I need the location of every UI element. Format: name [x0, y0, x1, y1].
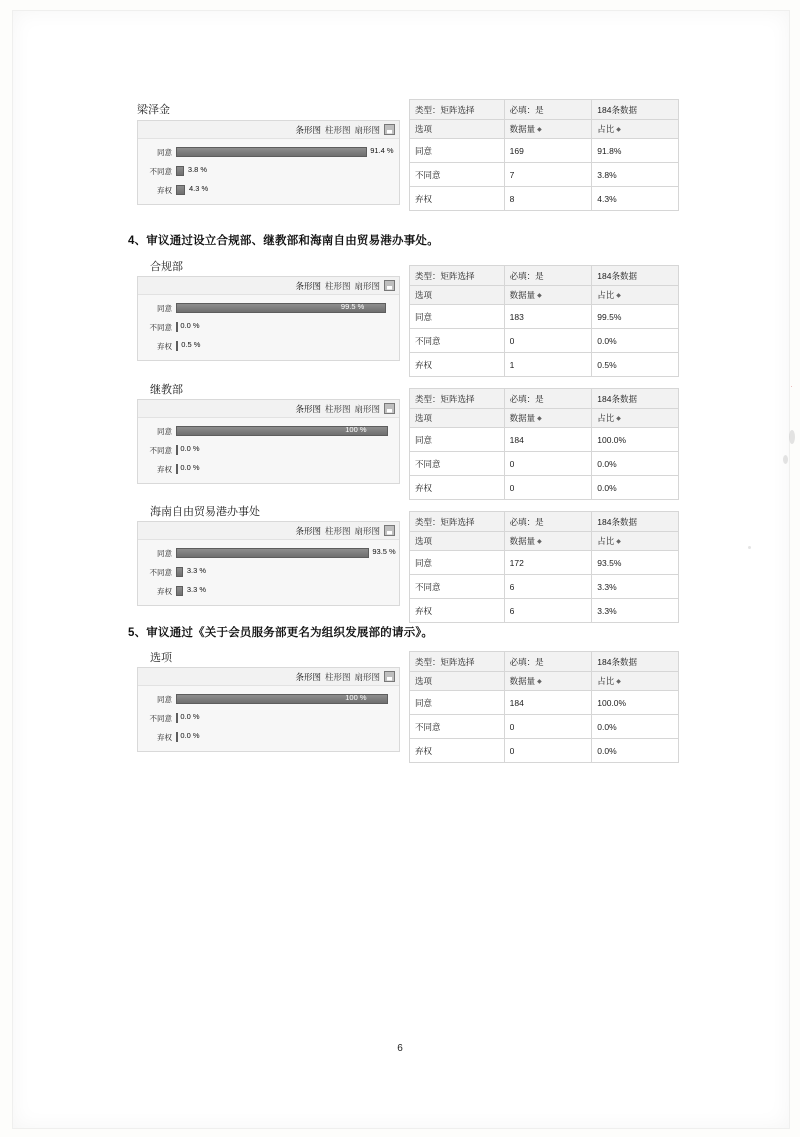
- cell-count: 0: [504, 739, 592, 763]
- question-label-hainan: 海南自由贸易港办事处: [150, 506, 260, 518]
- data-table-liangzejin: [409, 99, 679, 211]
- bar-value: 91.4 %: [370, 146, 394, 155]
- bar-track: [176, 166, 393, 176]
- table-row: [410, 305, 679, 329]
- column-header-count-label: 数据量: [509, 676, 536, 686]
- bar-label: 不同意: [149, 322, 172, 332]
- bar-track: [176, 322, 393, 332]
- chart-plot-area: [138, 686, 399, 751]
- bar-track: [176, 694, 393, 704]
- data-table-hainan: [409, 511, 679, 623]
- cell-percent: 3.3%: [592, 599, 679, 623]
- chart-type-pie[interactable]: 扇形图: [354, 280, 380, 291]
- bar-label: 同意: [157, 694, 172, 704]
- cell-option: 不同意: [410, 452, 505, 476]
- question-label-heguibu: 合规部: [150, 261, 183, 273]
- cell-count: 0: [504, 476, 592, 500]
- meta-count: 184条数据: [592, 652, 679, 672]
- bar-value: 4.3 %: [189, 184, 209, 193]
- table-row: [410, 139, 679, 163]
- cell-option: 不同意: [410, 575, 505, 599]
- bar-track: [176, 567, 393, 577]
- column-header-count[interactable]: [504, 532, 592, 551]
- column-header-option: 选项: [410, 672, 505, 691]
- table-header-row: [410, 120, 679, 139]
- cell-count: 169: [504, 139, 592, 163]
- cell-percent: 100.0%: [592, 691, 679, 715]
- table-row: [410, 575, 679, 599]
- sort-caret-icon[interactable]: ◆: [537, 127, 542, 134]
- chart-type-bar-h[interactable]: 条形图: [295, 525, 321, 536]
- chart-toolbar: [138, 121, 399, 139]
- bar-value: 3.3 %: [186, 566, 207, 575]
- bar-row: [142, 424, 393, 438]
- meta-type: 类型：矩阵选择: [410, 100, 505, 120]
- bar-row: [142, 164, 393, 178]
- section-heading-4: 4、审议通过设立合规部、继教部和海南自由贸易港办事处。: [128, 235, 439, 247]
- column-header-option: 选项: [410, 286, 505, 305]
- column-header-count[interactable]: [504, 120, 592, 139]
- chart-card-xuanxiang: [137, 667, 400, 752]
- bar-value: 0.0 %: [180, 463, 200, 472]
- save-icon[interactable]: [384, 280, 395, 291]
- bar-label: 同意: [157, 147, 172, 157]
- table-row: [410, 551, 679, 575]
- bar-label: 不同意: [149, 445, 172, 455]
- column-header-percent[interactable]: [592, 286, 679, 305]
- meta-type: 类型：矩阵选择: [410, 266, 505, 286]
- cell-option: 弃权: [410, 187, 505, 211]
- bar-track: [176, 426, 393, 436]
- chart-toolbar: [138, 522, 399, 540]
- chart-toolbar: [138, 400, 399, 418]
- meta-required: 必填：是: [504, 512, 592, 532]
- column-header-percent[interactable]: [592, 120, 679, 139]
- column-header-percent[interactable]: [592, 672, 679, 691]
- bar-row: [142, 711, 393, 725]
- column-header-option: 选项: [410, 120, 505, 139]
- bar-value: 100 %: [345, 693, 367, 702]
- meta-type: 类型：矩阵选择: [410, 512, 505, 532]
- cell-option: 不同意: [410, 715, 505, 739]
- cell-count: 184: [504, 691, 592, 715]
- column-header-percent-label: 占比: [597, 536, 615, 546]
- chart-type-pie[interactable]: 扇形图: [354, 671, 380, 682]
- cell-percent: 0.0%: [592, 715, 679, 739]
- chart-card-heguibu: [137, 276, 400, 361]
- cell-option: 同意: [410, 428, 505, 452]
- sort-caret-icon[interactable]: ◆: [616, 127, 621, 134]
- chart-type-bar-v[interactable]: 柱形图: [324, 280, 351, 291]
- sort-caret-icon[interactable]: ◆: [616, 679, 621, 686]
- cell-percent: 0.5%: [592, 353, 679, 377]
- column-header-count-label: 数据量: [509, 536, 536, 546]
- cell-count: 7: [504, 163, 592, 187]
- bar-label: 弃权: [157, 185, 172, 195]
- meta-count: 184条数据: [592, 266, 679, 286]
- chart-card-hainan: [137, 521, 400, 606]
- table-row: [410, 187, 679, 211]
- table-row: [410, 476, 679, 500]
- chart-type-bar-h[interactable]: 条形图: [295, 280, 321, 291]
- bar-row: [142, 546, 396, 560]
- chart-plot-area: [138, 295, 399, 360]
- data-table-xuanxiang: [409, 651, 679, 763]
- bar-row: [142, 692, 393, 706]
- table-row: [410, 428, 679, 452]
- bar-label: 同意: [157, 303, 172, 313]
- chart-plot-area: [138, 139, 399, 204]
- table-row: [410, 452, 679, 476]
- cell-percent: 0.0%: [592, 329, 679, 353]
- cell-option: 同意: [410, 305, 505, 329]
- bar-value: 3.8 %: [187, 165, 208, 174]
- cell-percent: 3.8%: [592, 163, 679, 187]
- scan-stamp-mark: ·: [786, 385, 797, 389]
- bar-value: 0.0 %: [180, 444, 200, 453]
- cell-count: 6: [504, 575, 592, 599]
- cell-count: 0: [504, 715, 592, 739]
- cell-percent: 91.8%: [592, 139, 679, 163]
- chart-type-bar-v[interactable]: 柱形图: [324, 403, 351, 414]
- cell-percent: 4.3%: [592, 187, 679, 211]
- chart-type-bar-h[interactable]: 条形图: [295, 124, 321, 135]
- cell-option: 同意: [410, 691, 505, 715]
- meta-required: 必填：是: [504, 100, 592, 120]
- bar-label: 不同意: [149, 713, 172, 723]
- cell-option: 弃权: [410, 599, 505, 623]
- cell-count: 1: [504, 353, 592, 377]
- bar-label: 弃权: [157, 586, 172, 596]
- cell-count: 0: [504, 452, 592, 476]
- cell-option: 弃权: [410, 353, 505, 377]
- bar-row: [142, 301, 393, 315]
- save-icon[interactable]: [384, 671, 395, 682]
- column-header-option: 选项: [410, 409, 505, 428]
- question-label-xuanxiang: 选项: [150, 652, 172, 664]
- bar-row: [142, 462, 393, 476]
- bar-value: 0.0 %: [180, 712, 200, 721]
- table-meta-row: [410, 100, 679, 120]
- table-row: [410, 739, 679, 763]
- column-header-percent-label: 占比: [597, 413, 615, 423]
- bar-track: [176, 586, 393, 596]
- bar-track: [176, 147, 393, 157]
- meta-required: 必填：是: [504, 266, 592, 286]
- cell-option: 不同意: [410, 163, 505, 187]
- bar-track: [176, 547, 396, 558]
- bar-label: 同意: [157, 426, 172, 436]
- save-icon[interactable]: [384, 525, 395, 536]
- cell-count: 172: [504, 551, 592, 575]
- table-meta-row: [410, 652, 679, 672]
- bar-track: [176, 185, 393, 195]
- chart-type-pie[interactable]: 扇形图: [354, 403, 380, 414]
- table-row: [410, 599, 679, 623]
- chart-type-pie[interactable]: 扇形图: [354, 124, 380, 135]
- bar-value: 3.3 %: [186, 585, 207, 594]
- meta-count: 184条数据: [592, 512, 679, 532]
- page-number: 6: [397, 1043, 403, 1054]
- data-table-heguibu: [409, 265, 679, 377]
- scan-speck: [748, 546, 751, 549]
- cell-option: 不同意: [410, 329, 505, 353]
- chart-card-jijiaobu: [137, 399, 400, 484]
- chart-plot-area: [138, 418, 399, 483]
- question-label-jijiaobu: 继教部: [150, 384, 183, 396]
- bar-row: [142, 730, 393, 744]
- cell-percent: 3.3%: [592, 575, 679, 599]
- scan-speck: [783, 455, 788, 464]
- column-header-percent[interactable]: [592, 409, 679, 428]
- chart-card-liangzejin: [137, 120, 400, 205]
- cell-option: 同意: [410, 139, 505, 163]
- cell-option: 弃权: [410, 739, 505, 763]
- chart-type-bar-v[interactable]: 柱形图: [324, 124, 351, 135]
- bar-label: 不同意: [149, 567, 172, 577]
- bar-row: [142, 339, 393, 353]
- save-icon[interactable]: [384, 403, 395, 414]
- scan-speck: [789, 430, 795, 444]
- cell-count: 6: [504, 599, 592, 623]
- bar-row: [142, 183, 393, 197]
- chart-type-pie[interactable]: 扇形图: [354, 525, 380, 536]
- bar-value: 0.0 %: [180, 321, 200, 330]
- column-header-percent-label: 占比: [597, 124, 615, 134]
- cell-percent: 93.5%: [592, 551, 679, 575]
- section-heading-5: 5、审议通过《关于会员服务部更名为组织发展部的请示》。: [128, 627, 434, 639]
- column-header-percent-label: 占比: [597, 676, 615, 686]
- bar-label: 弃权: [157, 732, 172, 742]
- question-label-liangzejin: 梁泽金: [137, 104, 170, 116]
- sort-caret-icon[interactable]: ◆: [537, 416, 542, 423]
- bar-row: [142, 145, 393, 159]
- cell-percent: 0.0%: [592, 452, 679, 476]
- column-header-count[interactable]: [504, 286, 592, 305]
- chart-toolbar: [138, 277, 399, 295]
- sort-caret-icon[interactable]: ◆: [537, 539, 542, 546]
- bar-label: 弃权: [157, 464, 172, 474]
- chart-toolbar: [138, 668, 399, 686]
- meta-count: 184条数据: [592, 100, 679, 120]
- meta-count: 184条数据: [592, 389, 679, 409]
- bar-track: [176, 464, 393, 474]
- bar-value: 93.5 %: [372, 547, 396, 556]
- cell-percent: 99.5%: [592, 305, 679, 329]
- cell-count: 184: [504, 428, 592, 452]
- cell-percent: 100.0%: [592, 428, 679, 452]
- table-header-row: [410, 532, 679, 551]
- cell-count: 0: [504, 329, 592, 353]
- bar-track: [176, 713, 393, 723]
- bar-value: 0.5 %: [181, 340, 201, 349]
- meta-required: 必填：是: [504, 652, 592, 672]
- table-meta-row: [410, 389, 679, 409]
- column-header-count-label: 数据量: [509, 124, 536, 134]
- bar-track: [176, 303, 393, 313]
- chart-type-bar-h[interactable]: 条形图: [295, 403, 321, 414]
- save-icon[interactable]: [384, 124, 395, 135]
- bar-value: 0.0 %: [180, 731, 200, 740]
- column-header-count[interactable]: [504, 409, 592, 428]
- table-header-row: [410, 286, 679, 305]
- bar-row: [142, 320, 393, 334]
- data-table-jijiaobu: [409, 388, 679, 500]
- cell-option: 弃权: [410, 476, 505, 500]
- column-header-count[interactable]: [504, 672, 592, 691]
- table-meta-row: [410, 266, 679, 286]
- table-row: [410, 163, 679, 187]
- cell-percent: 0.0%: [592, 739, 679, 763]
- bar-label: 不同意: [149, 166, 172, 176]
- cell-count: 8: [504, 187, 592, 211]
- bar-value: 100 %: [345, 425, 367, 434]
- table-header-row: [410, 672, 679, 691]
- bar-label: 弃权: [157, 341, 172, 351]
- table-row: [410, 691, 679, 715]
- meta-required: 必填：是: [504, 389, 592, 409]
- bar-track: [176, 445, 393, 455]
- sort-caret-icon[interactable]: ◆: [616, 539, 621, 546]
- bar-track: [176, 732, 393, 742]
- table-header-row: [410, 409, 679, 428]
- sort-caret-icon[interactable]: ◆: [616, 293, 621, 300]
- table-meta-row: [410, 512, 679, 532]
- column-header-count-label: 数据量: [509, 413, 536, 423]
- table-row: [410, 353, 679, 377]
- column-header-percent[interactable]: [592, 532, 679, 551]
- chart-plot-area: [138, 540, 399, 605]
- chart-type-bar-v[interactable]: 柱形图: [324, 671, 351, 682]
- column-header-option: 选项: [410, 532, 505, 551]
- bar-value: 99.5 %: [340, 302, 365, 311]
- chart-type-bar-v[interactable]: 柱形图: [324, 525, 351, 536]
- cell-count: 183: [504, 305, 592, 329]
- cell-option: 同意: [410, 551, 505, 575]
- table-row: [410, 715, 679, 739]
- meta-type: 类型：矩阵选择: [410, 652, 505, 672]
- bar-row: [142, 565, 393, 579]
- cell-percent: 0.0%: [592, 476, 679, 500]
- column-header-percent-label: 占比: [597, 290, 615, 300]
- chart-type-bar-h[interactable]: 条形图: [295, 671, 321, 682]
- meta-type: 类型：矩阵选择: [410, 389, 505, 409]
- sort-caret-icon[interactable]: ◆: [537, 679, 542, 686]
- bar-row: [142, 584, 393, 598]
- bar-row: [142, 443, 393, 457]
- sort-caret-icon[interactable]: ◆: [537, 293, 542, 300]
- bar-track: [176, 341, 393, 351]
- column-header-count-label: 数据量: [509, 290, 536, 300]
- table-row: [410, 329, 679, 353]
- bar-label: 同意: [157, 548, 172, 558]
- sort-caret-icon[interactable]: ◆: [616, 416, 621, 423]
